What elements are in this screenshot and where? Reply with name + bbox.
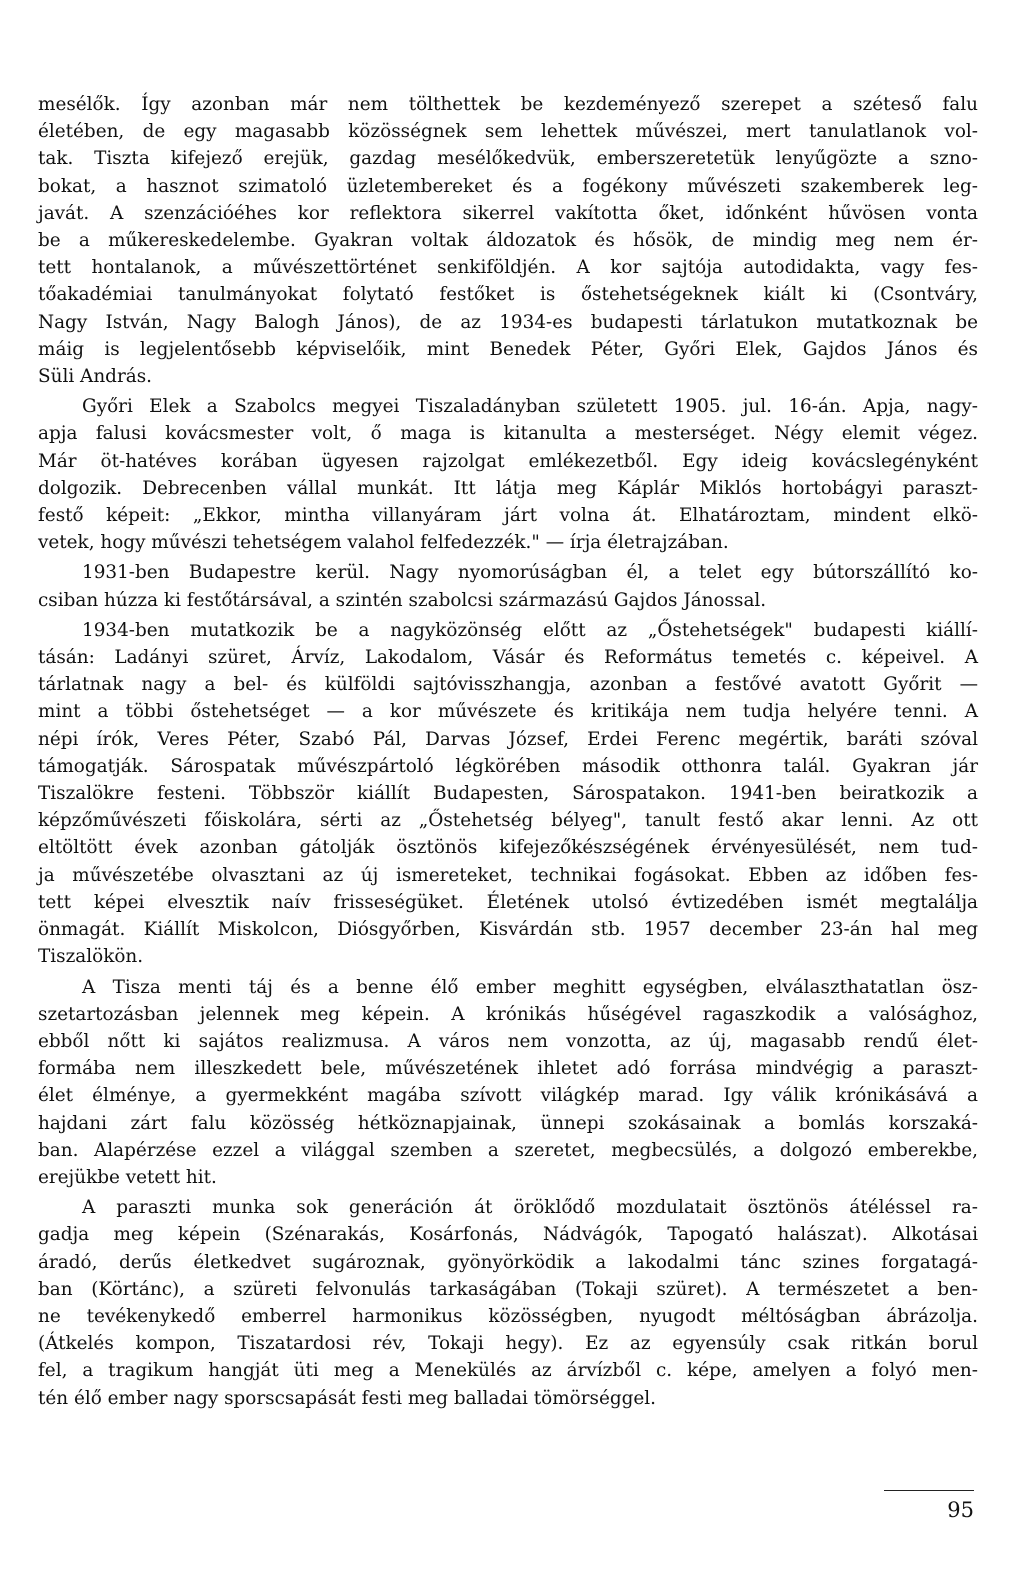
text-line: tárlatnak nagy a bel- és külföldi sajtóvisszhangja, azonban a festővé avatott Győrit — — [38, 674, 978, 696]
text-line: tásán: Ladányi szüret, Árvíz, Lakodalom, Vásár és Református temetés c. képeivel. A — [38, 647, 978, 669]
text-line: tak. Tiszta kifejező erejük, gazdag mesélőkedvük, emberszeretetük lenyűgözte a szno- — [38, 148, 978, 170]
page-footer — [884, 1490, 974, 1523]
text-line: dolgozik. Debrecenben vállal munkát. Itt látja meg Káplár Miklós hortobágyi paraszt- — [38, 477, 978, 499]
text-line: vetek, hogy művészi tehetségem valahol felfedezzék." — írja életrajzában. — [38, 532, 729, 554]
text-line: tén élő ember nagy sporscsapását festi meg balladai tömörséggel. — [38, 1387, 657, 1409]
text-line: ja művészetébe olvasztani az új ismereteket, technikai fogásokat. Ebben az időben fes- — [38, 864, 978, 886]
text-line: formába nem illeszkedett bele, művészetének ihletet adó forrása mindvégig a paraszt- — [38, 1058, 978, 1080]
text-line: mesélők. Így azonban már nem tölthettek be kezdeményező szerepet a széteső falu — [38, 94, 978, 115]
text-line: A Tisza menti táj és a benne élő ember meghitt egységben, elválaszthatatlan ösz- — [82, 976, 978, 998]
text-line: gadja meg képein (Szénarakás, Kosárfonás, Nádvágók, Tapogató halászat). Alkotásai — [38, 1224, 978, 1246]
text-line: 1934-ben mutatkozik be a nagyközönség előtt az „Őstehetségek" budapesti kiállí- — [82, 619, 978, 641]
paragraph — [38, 559, 978, 613]
text-line: támogatják. Sárospatak művészpártoló légkörében második otthonra talál. Gyakran jár — [38, 755, 978, 777]
text-line: fel, a tragikum hangját üti meg a Menekülés az árvízből c. képe, amelyen a folyó men- — [38, 1360, 978, 1382]
text-line: szetartozásban jelennek meg képein. A krónikás hűségével ragaszkodik a valósághoz, — [38, 1003, 978, 1025]
text-line: festő képeit: „Ekkor, mintha villanyáram járt volna át. Elhatároztam, mindent elkö- — [38, 505, 978, 527]
text-line: hajdani zárt falu közösség hétköznapjainak, ünnepi szokásainak a bomlás korszaká- — [38, 1112, 978, 1134]
text-line: A paraszti munka sok generáción át öröklődő mozdulatait ösztönös átéléssel ra- — [82, 1197, 978, 1219]
text-line: áradó, derűs életkedvet sugároznak, gyönyörködik a lakodalmi tánc szines forgatagá- — [38, 1251, 978, 1273]
text-line: csiban húzza ki festőtársával, a szintén szabolcsi származású Gajdos Jánossal. — [38, 589, 767, 611]
text-line: Győri Elek a Szabolcs megyei Tiszaladányban született 1905. jul. 16-án. Apja, nagy- — [82, 396, 978, 418]
text-line: bokat, a hasznot szimatoló üzletembereket és a fogékony művészeti szakemberek leg- — [38, 175, 978, 197]
text-line: tett hontalanok, a művészettörténet senkiföldjén. A kor sajtója autodidakta, vagy fes- — [38, 257, 978, 279]
text-line: javát. A szenzációéhes kor reflektora sikerrel vakította őket, időnként hűvösen vonta — [38, 202, 978, 224]
text-line: népi írók, Veres Péter, Szabó Pál, Darvas József, Erdei Ferenc megértik, baráti szóval — [38, 728, 978, 750]
text-line: ebből nőtt ki sajátos realizmusa. A város nem vonzotta, az új, magasabb rendű élet- — [38, 1030, 978, 1052]
text-line: képzőművészeti főiskolára, sérti az „Őstehetség bélyeg", tanult festő akar lenni. Az ott — [38, 810, 978, 832]
text-line: (Átkelés kompon, Tiszatardosi rév, Tokaji hegy). Ez az egyensúly csak ritkán borul — [38, 1333, 978, 1355]
footer-rule — [884, 1490, 974, 1491]
page-number: 95 — [947, 1498, 974, 1522]
body-text — [38, 91, 978, 1412]
text-line: be a műkereskedelembe. Gyakran voltak áldozatok és hősök, de mindig meg nem ér- — [38, 230, 978, 252]
text-line: mint a többi őstehetséget — a kor művészete és kritikája nem tudja helyére tenni. A — [38, 701, 978, 723]
text-line: apja falusi kovácsmester volt, ő maga is kitanulta a mesterséget. Négy elemit végez. — [38, 423, 978, 445]
text-line: ban. Alapérzése ezzel a világgal szemben a szeretet, megbecsülés, a dolgozó emberekbe, — [38, 1139, 978, 1161]
text-line: eltöltött évek azonban gátolják ösztönös kifejezőkészségének érvényesülését, nem tud- — [38, 837, 978, 859]
paragraph — [38, 974, 978, 1192]
text-line: Süli András. — [38, 366, 152, 388]
text-line: tett képei elvesztik naív frisseségüket. Életének utolsó évtizedében ismét megtalálja — [38, 891, 978, 913]
paragraph — [38, 91, 978, 390]
paragraph — [38, 1194, 978, 1412]
text-line: Tiszalökre festeni. Többször kiállít Budapesten, Sárospatakon. 1941-ben beiratkozik a — [38, 783, 978, 805]
text-line: élet élménye, a gyermekként magába szívott világkép marad. Igy válik krónikásává a — [38, 1085, 978, 1107]
paragraph — [38, 393, 978, 556]
text-line: 1931-ben Budapestre kerül. Nagy nyomorúságban él, a telet egy bútorszállító ko- — [82, 562, 978, 584]
text-line: életében, de egy magasabb közösségnek sem lehettek művészei, mert tanulatlanok vol- — [38, 121, 978, 143]
text-line: Tiszalökön. — [38, 946, 144, 968]
text-line: ne tevékenykedő emberrel harmonikus közösségben, nyugodt méltóságban ábrázolja. — [38, 1305, 978, 1327]
paragraph — [38, 617, 978, 971]
text-line: tőakadémiai tanulmányokat folytató festőket is őstehetségeknek kiált ki (Csontváry, — [38, 284, 978, 306]
text-line: máig is legjelentősebb képviselőik, mint Benedek Péter, Győri Elek, Gajdos János és — [38, 338, 978, 360]
text-line: erejükbe vetett hit. — [38, 1166, 217, 1188]
text-line: ban (Körtánc), a szüreti felvonulás tarkaságában (Tokaji szüret). A természetet a ben- — [38, 1278, 978, 1300]
text-line: Nagy István, Nagy Balogh János), de az 1934-es budapesti tárlatukon mutatkoznak be — [38, 311, 978, 333]
text-line: önmagát. Kiállít Miskolcon, Diósgyőrben, Kisvárdán stb. 1957 december 23-án hal meg — [38, 919, 978, 941]
text-line: Már öt-hatéves korában ügyesen rajzolgat emlékezetből. Egy ideig kovácslegényként — [38, 450, 978, 472]
